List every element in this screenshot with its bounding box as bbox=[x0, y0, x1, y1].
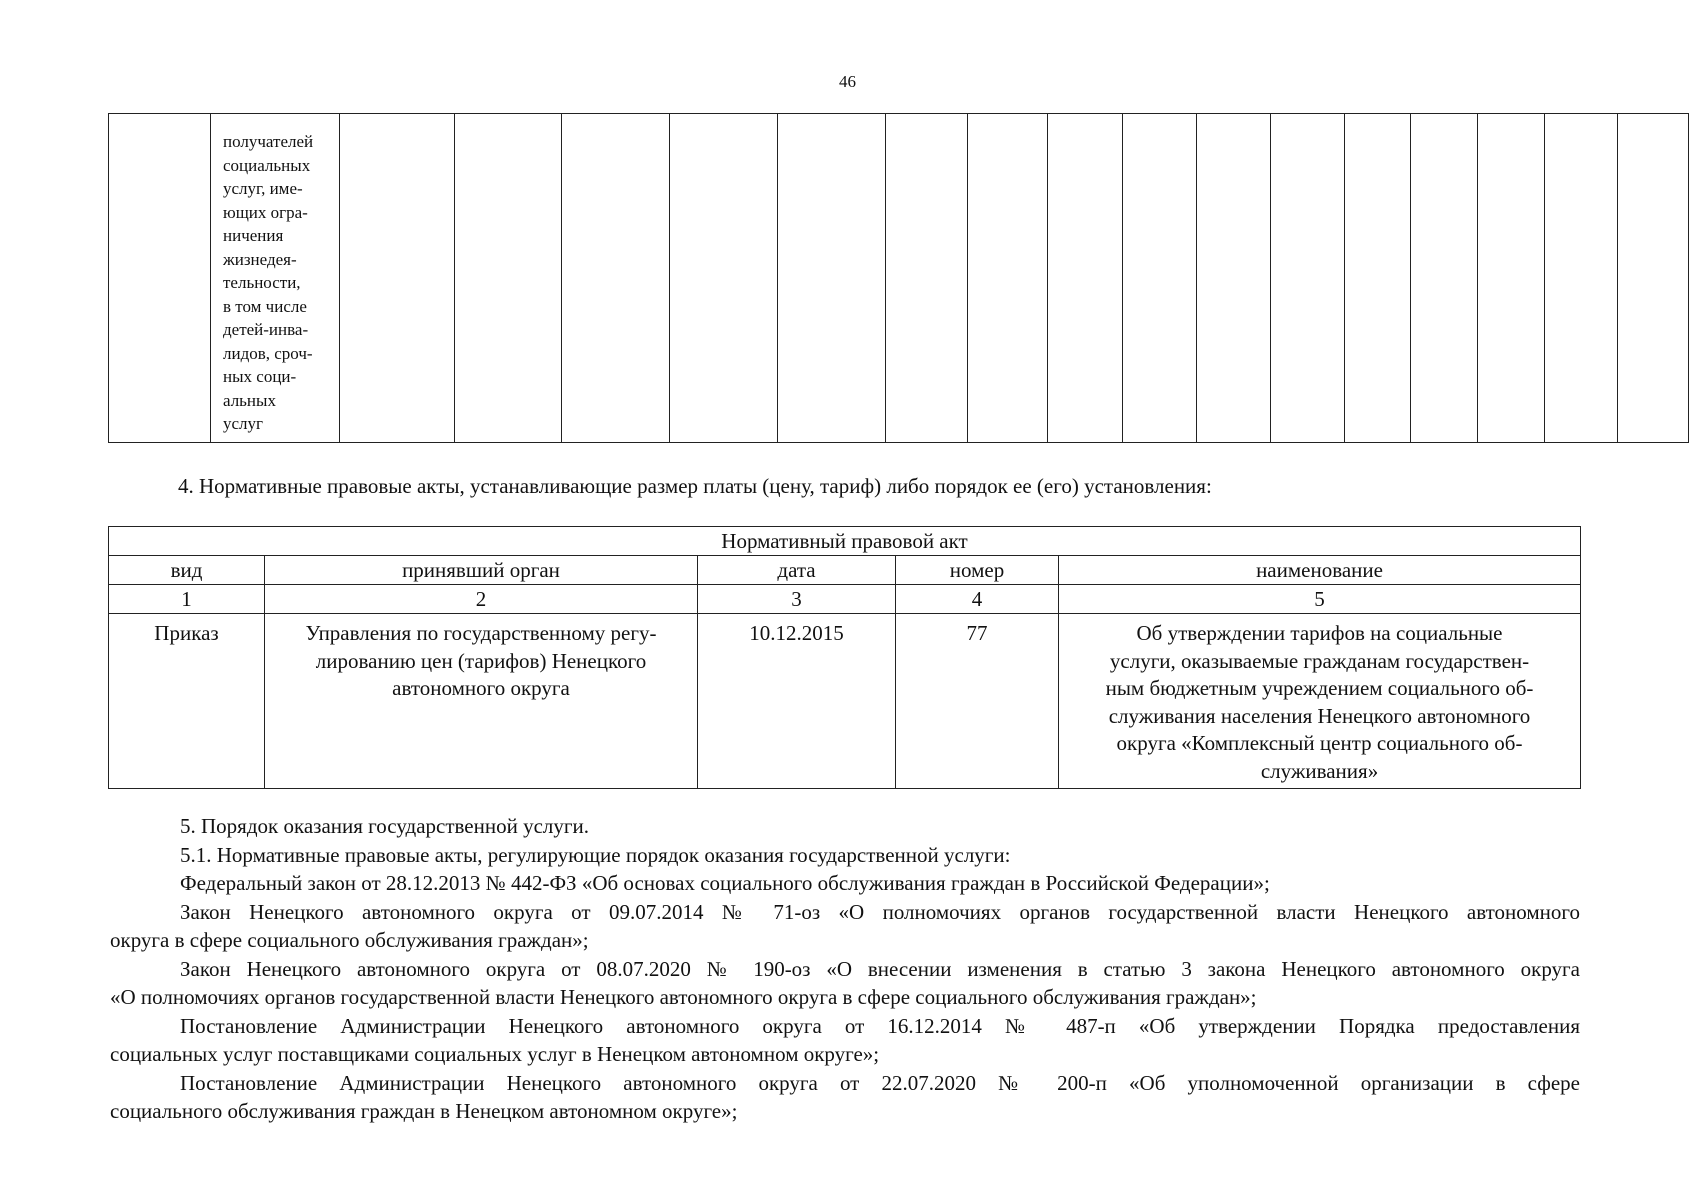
description-line: ных соци- bbox=[223, 367, 297, 386]
act-paragraph: Федеральный закон от 28.12.2013 № 442-ФЗ «Об основах социального обслуживания граждан в Российской Федерации»; bbox=[180, 871, 1270, 895]
empty-cell bbox=[1478, 114, 1545, 443]
empty-cell bbox=[1345, 114, 1411, 443]
description-line: услуг bbox=[223, 414, 264, 433]
empty-cell bbox=[340, 114, 455, 443]
act-number-cell: 77 bbox=[896, 614, 1059, 789]
column-number: 2 bbox=[265, 585, 698, 614]
empty-cell bbox=[886, 114, 968, 443]
empty-cell bbox=[968, 114, 1048, 443]
empty-cell bbox=[670, 114, 778, 443]
column-number: 3 bbox=[698, 585, 896, 614]
table-group-header: Нормативный правовой акт bbox=[109, 527, 1581, 556]
authority-line: автономного округа bbox=[392, 676, 570, 700]
column-header-date: дата bbox=[698, 556, 896, 585]
description-line: детей-инва- bbox=[223, 320, 309, 339]
section-5 bbox=[110, 812, 1580, 1126]
act-paragraph-line2: социальных услуг поставщиками социальных услуг в Ненецком автономном округе»; bbox=[110, 1042, 880, 1066]
title-line: служивания населения Ненецкого автономного bbox=[1108, 703, 1531, 728]
description-line: в том числе bbox=[223, 296, 307, 316]
service-description-cell bbox=[211, 114, 340, 443]
table-row bbox=[109, 614, 1581, 789]
act-paragraph-line2: «О полномочиях органов государственной власти Ненецкого автономного округа в сфере социального обслуживания граждан»; bbox=[110, 985, 1257, 1009]
act-paragraph-line1: Закон Ненецкого автономного округа от 09.07.2014 № 71-оз «О полномочиях органов государственной власти Ненецкого автономного bbox=[180, 899, 1580, 924]
column-header-type: вид bbox=[109, 556, 265, 585]
column-header-title: наименование bbox=[1059, 556, 1581, 585]
empty-cell bbox=[778, 114, 886, 443]
description-line: лидов, сроч- bbox=[223, 343, 313, 363]
continuation-table bbox=[108, 113, 1689, 443]
section-5-heading: 5. Порядок оказания государственной услуги. bbox=[180, 814, 589, 838]
column-number: 5 bbox=[1059, 585, 1581, 614]
empty-cell bbox=[1618, 114, 1689, 443]
title-line: ным бюджетным учреждением социального об- bbox=[1105, 676, 1534, 700]
empty-cell bbox=[1411, 114, 1478, 443]
empty-cell bbox=[562, 114, 670, 443]
description-line: тельности, bbox=[223, 273, 301, 292]
act-type-cell: Приказ bbox=[109, 614, 265, 789]
description-line: ющих огра- bbox=[223, 202, 308, 222]
act-paragraph-line1: Постановление Администрации Ненецкого автономного округа от 22.07.2020 № 200-п «Об уполномоченной организации в сфере bbox=[180, 1070, 1580, 1095]
title-line: округа «Комплексный центр социального об- bbox=[1116, 731, 1523, 755]
column-header-number: номер bbox=[896, 556, 1059, 585]
description-line: жизнедея- bbox=[223, 249, 297, 269]
empty-cell bbox=[1048, 114, 1123, 443]
empty-cell bbox=[1197, 114, 1271, 443]
empty-cell bbox=[1271, 114, 1345, 443]
act-title-cell bbox=[1059, 614, 1581, 789]
act-paragraph-line2: социального обслуживания граждан в Ненецком автономном округе»; bbox=[110, 1099, 738, 1123]
act-paragraph-line1: Закон Ненецкого автономного округа от 08.07.2020 № 190-оз «О внесении изменения в статью 3 закона Ненецкого автономного округа bbox=[180, 956, 1580, 981]
authority-line: лированию цен (тарифов) Ненецкого bbox=[315, 648, 647, 673]
title-line: Об утверждении тарифов на социальные bbox=[1136, 621, 1503, 645]
authority-line: Управления по государственному регу- bbox=[305, 621, 657, 645]
title-line: служивания» bbox=[1260, 758, 1379, 783]
column-number: 4 bbox=[896, 585, 1059, 614]
description-line: получателей bbox=[223, 132, 314, 151]
section-4-heading: 4. Нормативные правовые акты, устанавливающие размер платы (цену, тариф) либо порядок ее (его) установления: bbox=[178, 474, 1212, 498]
page-number: 46 bbox=[839, 72, 856, 91]
act-paragraph-line2: округа в сфере социального обслуживания граждан»; bbox=[110, 928, 589, 952]
description-line: социальных bbox=[223, 155, 311, 175]
act-authority-cell bbox=[265, 614, 698, 789]
act-paragraph-line1: Постановление Администрации Ненецкого автономного округа от 16.12.2014 № 487-п «Об утверждении Порядка предоставления bbox=[180, 1013, 1580, 1038]
legal-acts-table bbox=[108, 526, 1581, 789]
column-header-authority: принявший орган bbox=[265, 556, 698, 585]
description-line: альных bbox=[223, 390, 276, 410]
description-line: ничения bbox=[223, 226, 284, 245]
description-line: услуг, име- bbox=[223, 179, 303, 198]
section-5-1-heading: 5.1. Нормативные правовые акты, регулирующие порядок оказания государственной услуги: bbox=[180, 842, 1011, 867]
title-line: услуги, оказываемые гражданам государствен- bbox=[1109, 648, 1530, 673]
empty-cell bbox=[455, 114, 562, 443]
empty-cell bbox=[1123, 114, 1197, 443]
act-date-cell: 10.12.2015 bbox=[698, 614, 896, 789]
empty-cell bbox=[1545, 114, 1618, 443]
empty-cell bbox=[109, 114, 211, 443]
column-number: 1 bbox=[109, 585, 265, 614]
